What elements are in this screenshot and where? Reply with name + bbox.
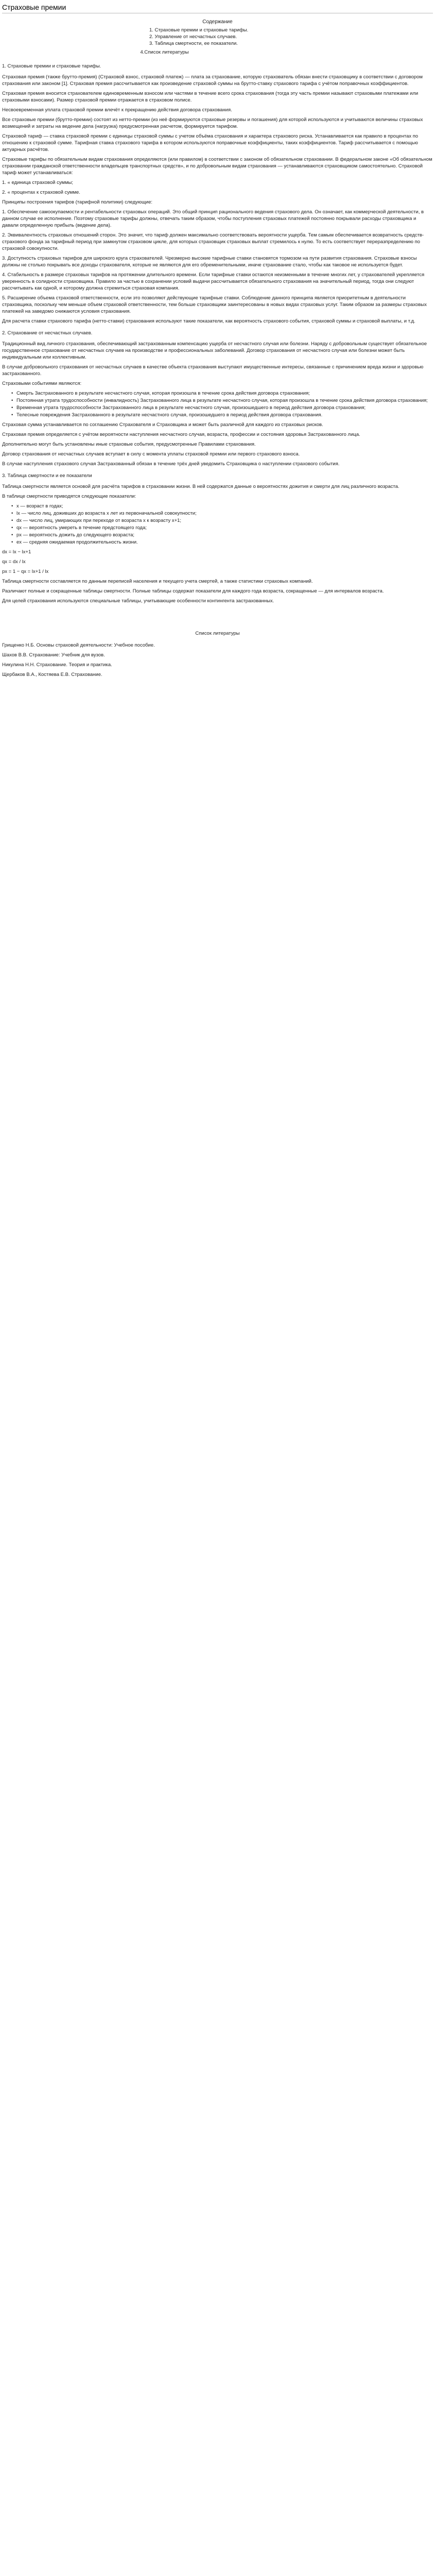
list-item: • qx — вероятность умереть в течение предстоящего года; xyxy=(11,524,433,531)
toc-list xyxy=(141,27,295,47)
paragraph: В случае наступления страхового случая Застрахованный обязан в течение трёх дней уведомить Страховщика о наступлении страхового события. xyxy=(2,461,340,467)
list-item: • Постоянная утрата трудоспособности (инвалидность) Застрахованного лица в результате несчастного случая, которая произошла в течение срока действия договора страхования; xyxy=(11,397,433,404)
paragraph: Все страховые премии (брутто-премии) состоят из нетто-премии (из неё формируются страховые резервы и погашения) для которой используются и учитываются величины страховых возмещений и затраты на ведение дела (нагрузка) предусмотренная расчетом, формируется тарифом. xyxy=(2,117,423,129)
reference-item: Щербаков В.А., Костяева Е.В. Страхование. xyxy=(2,672,102,677)
toc-item: 1. Страховые премии и страховые тарифы. xyxy=(155,27,295,33)
toc-refs: 4.Список литературы xyxy=(140,49,189,55)
section3-closing xyxy=(2,578,433,604)
section2-list xyxy=(2,390,433,418)
section2-body xyxy=(2,341,433,387)
reference-item: Никулина Н.Н. Страхование. Теория и практика. xyxy=(2,662,112,668)
section1-body xyxy=(2,74,433,325)
section3-list xyxy=(2,503,433,546)
paragraph: Таблица смертности является основой для расчёта тарифов в страховании жизни. В ней содержатся данные о вероятностях дожития и смерти для лиц различного возраста. xyxy=(2,484,399,489)
section1-title: 1. Страховые премии и страховые тарифы. xyxy=(2,63,101,69)
section2-closing xyxy=(2,451,433,467)
paragraph: Несвоевременная уплата страховой премии влечёт к прекращению действия договора страхования. xyxy=(2,107,232,113)
list-item: • px — вероятность дожить до следующего возраста; xyxy=(11,532,433,538)
list-item: • x — возраст в годах; xyxy=(11,503,433,510)
paragraph: Таблица смертности составляется по данным переписей населения и текущего учета смертей, а также статистики страховых компаний. xyxy=(2,579,313,584)
paragraph: Страховая сумма устанавливается по соглашению Страхователя и Страховщика и может быть различной для каждого из страховых рисков. xyxy=(2,422,323,428)
formula: px = 1 − qx = lx+1 / lx xyxy=(2,569,49,574)
section3-formulas xyxy=(2,549,433,575)
paragraph: Для расчета ставки страхового тарифа (нетто-ставки) страхования используют такие показатели, как вероятность страхового события, страховой суммы и страховой выплаты, и т.д. xyxy=(2,318,415,324)
paragraph: Принципы построения тарифов (тарифной политики) следующие: xyxy=(2,199,153,205)
paragraph: Страховая премия вносится страхователем единовременным взносом или частями в течение всего срока страхования (тогда эту часть премии называют страховыми платежами или страховыми взносами). Размер страховой премии отражается в страховом полисе. xyxy=(2,91,418,103)
paragraph: 1. Обеспечение самоокупаемости и рентабельности страховых операций. Это общий принцип рационального ведения страхового дела. Он означает, как коммерческой деятельности, в данном случае ее исполнение. Поэтому страховые тарифы должны, отвечать таким образом, чтобы поступления страховых платежей постоянно покрывали расходы страховщика и давали определенную прибыль (ведение дела). xyxy=(2,209,424,228)
list-item: • Смерть Застрахованного в результате несчастного случая, которая произошла в течение срока действия договора страхования; xyxy=(11,390,433,397)
list-item: • Телесные повреждения Застрахованного в результате несчастного случая, произошедшего в период действия договора страхования. xyxy=(11,412,433,418)
paragraph: 3. Доступность страховых тарифов для широкого круга страхователей. Чрезмерно высокие тарифные ставки становятся тормозом на пути развития страхования. Страховые взносы должны не столько покрывать все доходы страхователя, которые не являются для его обременительными, иначе страхование стало, чтобы как таковое не используется будет. xyxy=(2,256,417,268)
section3-body xyxy=(2,483,433,500)
section3-title: 3. Таблица смертности и ее показатели xyxy=(2,473,92,479)
formula: dx = lx − lx+1 xyxy=(2,549,31,555)
paragraph: Страховые тарифы по обязательным видам страхования определяются (или правилом) в соответствии с законом об обязательном страховании. В федеральном законе «Об обязательном страховании гражданской ответственности владельцев транспортных средств», и по добровольным видам страхования — устанавливаются страховщиком самостоятельно. Страховой тариф может устанавливаться: xyxy=(2,157,432,176)
refs-list xyxy=(2,642,433,678)
list-item: • ex — средняя ожидаемая продолжительность жизни. xyxy=(11,539,433,546)
list-item: • dx — число лиц, умирающих при переходе от возраста x к возрасту x+1; xyxy=(11,517,433,524)
paragraph: Договор страхования от несчастных случаев вступает в силу с момента уплаты страховой премии или первого страхового взноса. xyxy=(2,451,300,457)
page-title: Страховые премии xyxy=(2,4,433,13)
paragraph: Страховой тариф — ставка страховой премии с единицы страховой суммы с учетом объёма страхования и характера страхового риска. Устанавливается как правило в процентах по отношению к страховой сумме. Тарифная ставка страхового тарифа в котором используются поправочные коэффициенты, таких коэффициентов. Тариф рассчитывается с помощью актуарных расчётов. xyxy=(2,133,418,152)
paragraph: Различают полные и сокращенные таблицы смертности. Полные таблицы содержат показатели для каждого года возраста, сокращенные — для интервалов возраста. xyxy=(2,588,384,594)
reference-item: Грищенко Н.Б. Основы страховой деятельности: Учебное пособие. xyxy=(2,642,155,648)
paragraph: В таблице смертности приводятся следующие показатели: xyxy=(2,494,136,499)
paragraph: Дополнительно могут быть установлены иные страховые события, предусмотренные Правилами страхования. xyxy=(2,442,256,447)
paragraph: Страховыми событиями являются: xyxy=(2,381,82,386)
paragraph: Страховая премия (также брутто-премия) (Страховой взнос, страховой платеж) — плата за страхование, которую страхователь обязан внести страховщику в соответствии с договором страхования или законом [1]. Страховая премия рассчитывается как произведение страховой суммы на брутто-ставку страхового тарифа с учётом поправочных коэффициентов. xyxy=(2,74,423,87)
paragraph: В случае добровольного страхования от несчастных случаев в качестве объекта страхования выступают имущественные интересы, связанные с причинением вреда жизни и здоровью застрахованного. xyxy=(2,364,424,377)
toc-item: 3. Таблица смертности, ее показатели. xyxy=(155,40,295,47)
formula: qx = dx / lx xyxy=(2,559,26,565)
paragraph: Страховая премия определяется с учётом вероятности наступления несчастного случая, возраста, профессии и состояния здоровья Застрахованного лица. xyxy=(2,432,360,437)
paragraph: 4. Стабильность в размере страховых тарифов на протяжении длительного времени. Если тарифные ставки остаются неизменными в течение многих лет, у страхователей укрепляется уверенность в солидности страховщика. Правило за частью в сохранении условий выдачи рассчитывается обязательного страхования на значительный период, тогда они следуют рассчитывать как одной, и которому должна стремиться страховая компания. xyxy=(2,272,425,291)
list-item: • Временная утрата трудоспособности Застрахованного лица в результате несчастного случая, произошедшего в период действия договора страхования; xyxy=(11,404,433,411)
list-item: • lx — число лиц, доживших до возраста x лет из первоначальной совокупности; xyxy=(11,510,433,517)
paragraph: Традиционный вид личного страхования, обеспечивающий застрахованным компенсацию ущерба от несчастного случая или болезни. Наряду с добровольным существует обязательное государственное страхование от несчастных случаев на производстве и профессиональных заболеваний. Договор страхования от несчастного случая или болезни может быть индивидуальным или коллективным. xyxy=(2,341,427,360)
toc-title: Содержание xyxy=(202,19,233,25)
paragraph: Для целей страхования используются специальные таблицы, учитывающие особенности контингента застрахованных. xyxy=(2,598,274,604)
section2-title: 2. Страхование от несчастных случаев. xyxy=(2,330,93,336)
paragraph: 2. Эквивалентность страховых отношений сторон. Это значит, что тариф должен максимально соответствовать вероятности ущерба. Тем самым обеспечивается возвратность средств- страхового фонда за тарифный период при замкнутом страховом цикле, для которых страховщик страховых выплат стремилось к нулю. То есть соответствует переразпределению по страховой совокупности. xyxy=(2,232,424,251)
paragraph: 5. Расширение объема страховой ответственности, если это позволяют действующие тарифные ставки. Соблюдение данного принципа является приоритетным в деятельности страховщика, поскольку чем меньше объем страховой ответственности, тем больше страховщики заинтересованы в новых видах страховых услуг. Таким образом за размеры страховых платежей на заведомо снижаются условия страхования. xyxy=(2,295,427,314)
toc-item: 2. Управление от несчастных случаев. xyxy=(155,33,295,40)
paragraph: 1. « единица страховой суммы; xyxy=(2,180,74,185)
paragraph: 2. « процентах к страховой сумме. xyxy=(2,190,80,195)
refs-title: Список литературы xyxy=(195,631,240,636)
page xyxy=(0,0,436,702)
reference-item: Шахов В.В. Страхование: Учебник для вузов. xyxy=(2,652,105,658)
section2-sub xyxy=(2,421,433,448)
